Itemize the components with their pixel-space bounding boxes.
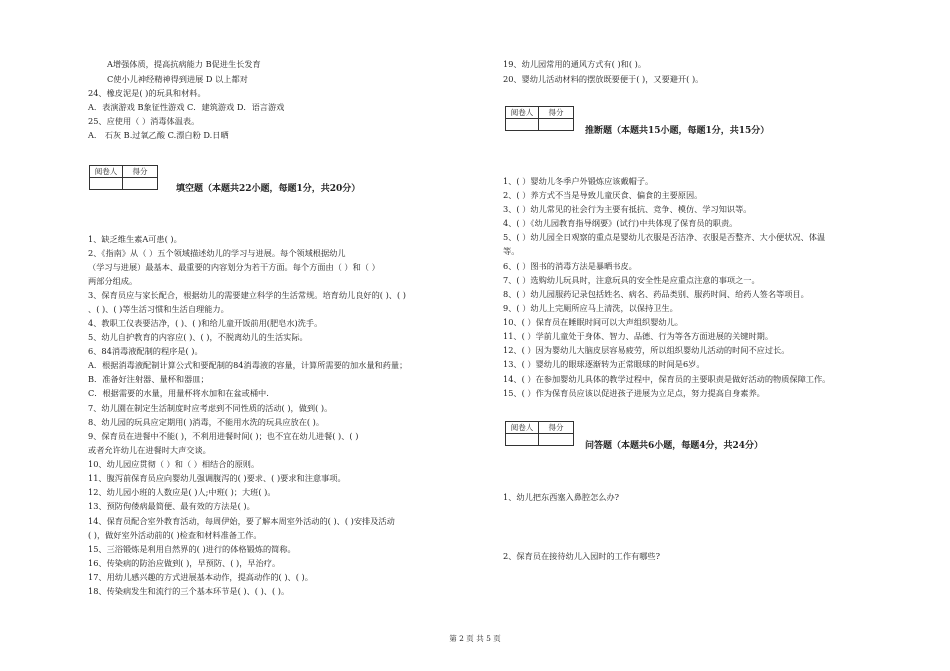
judge-q15: 15、( ）作为保育员应该以促进孩子进展为立足点，努力提高自身素养。 [503,388,765,398]
fill-q16: 16、传染病的防治应做到( )，早预防、( )，早治疗。 [88,558,281,568]
q23-options-cd: C使小儿神经精神得到进展 D 以上都对 [107,74,248,84]
fill-q18: 18、传染病发生和流行的三个基本环节是( )、( )、( )。 [88,586,290,596]
grader-cell[interactable] [506,434,539,446]
grader-cell[interactable] [506,119,539,131]
section-title-fill-blank: 填空题（本题共22小题，每题1分，共20分） [176,184,361,194]
score-header: 得分 [123,166,158,178]
fill-q2-line3: 两部分组成。 [88,276,138,286]
judge-q2: 2、( ）养方式不当是导致儿童厌食、偏食的主要原因。 [503,190,703,200]
page-footer: 第 2 页 共 5 页 [449,634,501,643]
fill-q12: 12、幼儿园小班的人数应是( )人;中班( )；大班( )。 [88,487,276,497]
q23-options-ab: A增强体质，提高抗病能力 B促进生长发育 [107,59,261,69]
judge-q5-line2: 等。 [503,246,520,256]
fill-q6-a: A．根据消毒液配制计算公式和要配制的84消毒液的容量，计算所需要的加水量和药量； [88,360,408,370]
fill-q10: 10、幼儿园应贯彻（ ）和（ ）相结合的原则。 [88,459,260,469]
fill-q6-c: C．根据需要的水量，用量杯将水加和在盆或桶中. [88,388,269,398]
judge-q8: 8、( ）幼儿园服药记录包括姓名、病名、药品类别、服药时间、给药人签名等项目。 [503,289,809,299]
judge-q3: 3、( ）幼儿常见的社会行为主要有抵抗、竞争、模仿、学习知识等。 [503,204,752,214]
fill-q3-line1: 3、保育员应与家长配合，根据幼儿的需要建立科学的生活常规。培育幼儿良好的( )、( ) [88,290,406,300]
qa-q2: 2、保育员在接待幼儿入园时的工作有哪些? [503,551,660,561]
score-box-qa [505,421,574,446]
judge-q4: 4、( ）《幼儿园教育指导纲要》(试行)中共体现了保育员的职责。 [503,218,738,228]
q24-stem: 24、橡皮泥是( )的玩具和材料。 [88,88,206,98]
fill-q2-line1: 2、《指南》从（ ）五个领域描述幼儿的学习与进展。每个领域根据幼儿 [88,248,346,258]
judge-q14: 14、( ）在参加婴幼儿具体的教学过程中，保育员的主要职责是做好活动的物质保障工作。 [503,374,831,384]
judge-q5-line1: 5、( ）幼儿园全日观察的重点是婴幼儿衣服是否洁净、衣服是否整齐、大小便状况、体温 [503,232,826,242]
judge-q1: 1、( ）婴幼儿冬季户外锻炼应该戴帽子。 [503,176,654,186]
fill-q20: 20、婴幼儿活动材料的摆放既要便于( )，又要避开( )。 [503,74,704,84]
fill-q4: 4、教职工仪表要洁净，( )、( )和给儿童开饭前用(肥皂水)洗手。 [88,318,323,328]
grader-header: 阅卷人 [90,166,123,178]
section-title-qa: 问答题（本题共6小题，每题4分，共24分） [585,441,764,451]
fill-q2-line2: （学习与进展）最基本、最重要的内容划分为若干方面。每个方面由（ ）和（ ） [88,262,380,272]
judge-q7: 7、( ）选购幼儿玩具时，注意玩具的安全性是应重点注意的事项之一。 [503,275,760,285]
score-box-fill-blank [89,165,158,190]
score-header: 得分 [539,107,574,119]
fill-q6-b: B．准备好注射器、量杯和器皿； [88,374,209,384]
fill-q9-line2: 或者允许幼儿在进餐时大声交谈。 [88,445,211,455]
judge-q13: 13、( ）婴幼儿的眼球逐渐转为正常眼球的时间是6岁。 [503,359,705,369]
fill-q15: 15、三浴锻炼是利用自然界的( )进行的体格锻炼的简称。 [88,544,296,554]
fill-q7: 7、幼儿園在制定生活制度时应考虑到不同性质的活动( )，做到( )。 [88,403,333,413]
section-title-judgment: 推断题（本题共15小题，每题1分，共15分） [585,126,770,136]
score-cell[interactable] [123,178,158,190]
fill-q13: 13、预防佝偻病最简便、最有效的方法是( )。 [88,501,255,511]
q24-options: A．表演游戏 B象征性游戏 C．建筑游戏 D．语言游戏 [88,102,285,112]
fill-q14-line2: ( )，做好室外活动前的( )检查和材料准备工作。 [88,530,262,540]
score-cell[interactable] [539,119,574,131]
fill-q3-line2: 、( )、( )等生活习惯和生活自理能力。 [88,304,229,314]
score-box-judgment [505,106,574,131]
qa-q1: 1、幼儿把东西塞入鼻腔怎么办? [503,492,620,502]
grader-cell[interactable] [90,178,123,190]
fill-q1: 1、缺乏维生素A可患( )。 [88,234,182,244]
score-cell[interactable] [539,434,574,446]
judge-q6: 6、( ）图书的消毒方法是暴晒书皮。 [503,261,637,271]
fill-q6: 6、84消毒液配制的程序是( )。 [88,346,203,356]
q25-stem: 25、应使用（ ）消毒体温表。 [88,116,200,126]
fill-q9-line1: 9、保育员在进餐中不能( )，不利用进餐时间( )；也不宜在幼儿进餐( )、( ) [88,431,359,441]
judge-q11: 11、( ）学前儿童处于身体、智力、品德、行为等各方面进展的关键时期。 [503,331,774,341]
fill-q5: 5、幼儿自护教育的内容应( )、( )，不脱离幼儿的生活实际。 [88,332,308,342]
fill-q11: 11、腹泻前保育员应向婴幼儿强调腹泻的( )要求、( )要求和注意事项。 [88,473,346,483]
q25-options: A． 石灰 B.过氧乙酸 C.漂白粉 D.日晒 [88,130,229,140]
score-header: 得分 [539,422,574,434]
grader-header: 阅卷人 [506,422,539,434]
judge-q12: 12、( ）因为婴幼儿大脑皮层容易疲劳，所以组织婴幼儿活动的时间不应过长。 [503,345,790,355]
grader-header: 阅卷人 [506,107,539,119]
judge-q9: 9、( ）幼儿上完厕所应马上清洗，以保持卫生。 [503,303,678,313]
judge-q10: 10、( ）保育员在睡眠时间可以大声组织婴幼儿。 [503,317,683,327]
fill-q19: 19、幼儿园常用的通风方式有( )和( )。 [503,59,647,69]
fill-q17: 17、用幼儿感兴趣的方式进展基本动作，提高动作的( )、( )。 [88,572,313,582]
fill-q8: 8、幼儿园的玩具应定期用( )消毒，不能用水洗的玩具应放在( )。 [88,417,325,427]
fill-q14-line1: 14、保育员配合室外教育活动，每周伊始，要了解本周室外活动的( )、( )安排及活动 [88,516,395,526]
